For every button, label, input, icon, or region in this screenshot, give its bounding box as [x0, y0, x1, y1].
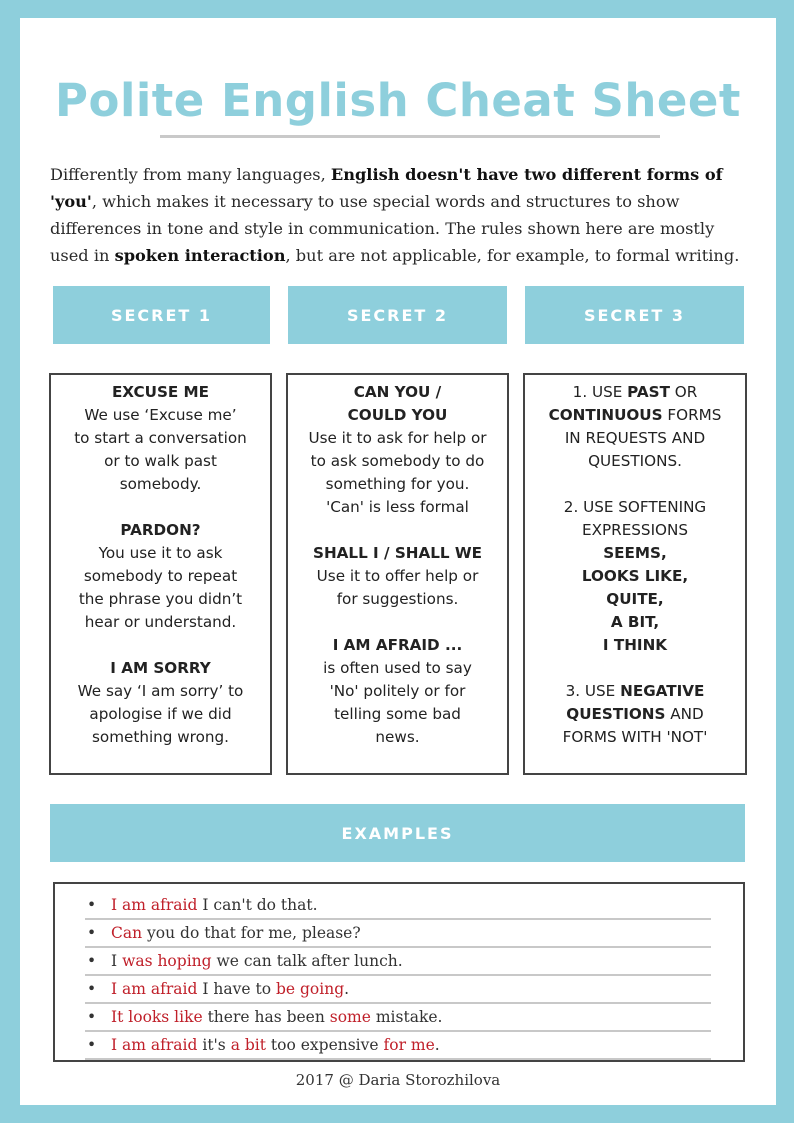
secret-1-block — [51, 657, 270, 749]
polite-phrase: I am afraid — [111, 1036, 198, 1054]
secret-line — [51, 450, 270, 473]
secret-text: something for you. — [325, 475, 470, 493]
secret-text: is often used to say — [323, 659, 472, 677]
secret-line — [288, 450, 507, 473]
secret-text: to start a conversation — [74, 429, 247, 447]
secret-line — [525, 404, 745, 427]
intro-paragraph — [50, 161, 756, 269]
secret-line — [288, 381, 507, 404]
secret-keyword: I AM AFRAID ... — [332, 636, 463, 654]
example-item — [85, 1004, 711, 1032]
secret-1-block — [51, 519, 270, 634]
secret-text: apologise if we did — [89, 705, 232, 723]
secret-1-box — [49, 373, 272, 775]
secret-text: something wrong. — [92, 728, 229, 746]
polite-phrase: It looks like — [111, 1008, 203, 1026]
secret-1-block — [51, 381, 270, 496]
secret-line — [525, 703, 745, 726]
example-text: too expensive — [265, 1036, 384, 1054]
secret-text: FORMS — [662, 406, 722, 424]
secret-keyword: CONTINUOUS — [548, 406, 663, 424]
secret-line — [51, 611, 270, 634]
example-item — [85, 1032, 711, 1060]
secret-3-box — [523, 373, 747, 775]
secret-line — [525, 565, 745, 588]
secret-3-block — [525, 496, 745, 657]
example-text: it's — [197, 1036, 231, 1054]
secret-line — [525, 496, 745, 519]
secret-line — [288, 634, 507, 657]
secret-line — [288, 542, 507, 565]
example-item — [85, 892, 711, 920]
secret-text: 1. USE — [572, 383, 628, 401]
secret-keyword: I AM SORRY — [110, 659, 211, 677]
secret-line — [525, 519, 745, 542]
secret-line — [288, 703, 507, 726]
example-text: I have to — [197, 980, 276, 998]
secret-line — [525, 381, 745, 404]
example-text: there has been — [202, 1008, 330, 1026]
intro-text: Differently from many languages, — [50, 165, 331, 184]
secret-keyword: QUESTIONS — [566, 705, 666, 723]
secret-3-header: SECRET 3 — [525, 286, 744, 344]
polite-phrase: Can — [111, 924, 143, 942]
secret-text: We use ‘Excuse me’ — [84, 406, 237, 424]
secret-line — [288, 657, 507, 680]
secret-line — [51, 588, 270, 611]
secret-text: the phrase you didn’t — [78, 590, 243, 608]
secret-text: 'Can' is less formal — [326, 498, 469, 516]
secret-text: somebody to repeat — [83, 567, 238, 585]
examples-list — [85, 892, 711, 1060]
secret-3-block — [525, 680, 745, 749]
secret-text: Use it to ask for help or — [308, 429, 487, 447]
secret-line — [288, 496, 507, 519]
title-divider — [160, 135, 660, 138]
secret-text: AND — [665, 705, 704, 723]
example-text: . — [434, 1036, 440, 1054]
secret-2-box — [286, 373, 509, 775]
polite-phrase: I am afraid — [111, 896, 198, 914]
page-title: Polite English Cheat Sheet — [55, 74, 741, 127]
example-text: I can't do that. — [197, 896, 318, 914]
secret-line — [51, 565, 270, 588]
secret-text: We say ‘I am sorry’ to — [77, 682, 244, 700]
secret-line — [51, 473, 270, 496]
example-item — [85, 948, 711, 976]
secret-line — [288, 680, 507, 703]
secret-keyword: I THINK — [602, 636, 668, 654]
secret-text: Use it to offer help or — [316, 567, 479, 585]
polite-phrase: a bit — [230, 1036, 266, 1054]
secret-line — [51, 381, 270, 404]
example-text: I — [111, 952, 123, 970]
secret-2-block — [288, 381, 507, 519]
secret-1-header: SECRET 1 — [53, 286, 270, 344]
secret-keyword: A BIT, — [610, 613, 660, 631]
secret-line — [525, 634, 745, 657]
polite-phrase: some — [329, 1008, 371, 1026]
secret-text: news. — [375, 728, 420, 746]
secret-2-header: SECRET 2 — [288, 286, 507, 344]
example-text: we can talk after lunch. — [211, 952, 403, 970]
secret-line — [525, 680, 745, 703]
secret-line — [525, 588, 745, 611]
secret-text: somebody. — [119, 475, 202, 493]
secret-text: FORMS WITH 'NOT' — [562, 728, 708, 746]
secret-text: to ask somebody to do — [310, 452, 485, 470]
examples-box — [53, 882, 745, 1062]
secret-text: or to walk past — [104, 452, 217, 470]
secret-text: 'No' politely or for — [329, 682, 466, 700]
secret-text: EXPRESSIONS — [581, 521, 689, 539]
polite-phrase: I am afraid — [111, 980, 198, 998]
example-item — [85, 976, 711, 1004]
polite-phrase: was hoping — [122, 952, 212, 970]
secret-keyword: QUITE, — [606, 590, 664, 608]
secret-text: OR — [669, 383, 698, 401]
cheat-sheet-page — [20, 18, 776, 1105]
secret-text: telling some bad — [334, 705, 461, 723]
secret-line — [51, 404, 270, 427]
secret-text: 3. USE — [565, 682, 621, 700]
secret-line — [288, 565, 507, 588]
secret-line — [51, 703, 270, 726]
secret-text: 2. USE SOFTENING — [563, 498, 707, 516]
secret-text: You use it to ask — [98, 544, 223, 562]
secret-3-block — [525, 381, 745, 473]
secret-keyword: SEEMS, — [603, 544, 667, 562]
secret-line — [51, 427, 270, 450]
secret-keyword: EXCUSE ME — [111, 383, 210, 401]
examples-header: EXAMPLES — [50, 804, 745, 862]
example-text: you do that for me, please? — [142, 924, 361, 942]
intro-emphasis: spoken interaction — [114, 246, 286, 265]
secret-line — [51, 542, 270, 565]
secret-line — [525, 450, 745, 473]
secret-line — [525, 726, 745, 749]
example-item — [85, 920, 711, 948]
secret-keyword: COULD YOU — [347, 406, 448, 424]
secret-keyword: CAN YOU / — [353, 383, 442, 401]
secret-keyword: PARDON? — [120, 521, 201, 539]
secret-text: QUESTIONS. — [588, 452, 682, 470]
secret-line — [51, 726, 270, 749]
secret-line — [51, 680, 270, 703]
secret-2-block — [288, 542, 507, 611]
secret-text: hear or understand. — [84, 613, 237, 631]
secret-text: for suggestions. — [336, 590, 459, 608]
polite-phrase: be going — [275, 980, 345, 998]
secret-line — [525, 611, 745, 634]
secret-line — [288, 404, 507, 427]
example-text: . — [344, 980, 350, 998]
secret-text: IN REQUESTS AND — [564, 429, 706, 447]
secret-keyword: SHALL I / SHALL WE — [313, 544, 482, 562]
secret-line — [51, 657, 270, 680]
polite-phrase: for me — [383, 1036, 435, 1054]
footer-credit: 2017 @ Daria Storozhilova — [295, 1071, 501, 1089]
intro-text: , but are not applicable, for example, to formal writing. — [285, 246, 740, 265]
intro-text: , which makes it necessary to use special words and structures to show differences in tone and style in communication. The rules shown here are mostly used in — [50, 192, 715, 265]
secret-keyword: NEGATIVE — [620, 682, 705, 700]
secret-line — [288, 427, 507, 450]
secret-line — [288, 473, 507, 496]
secret-line — [525, 427, 745, 450]
secret-line — [51, 519, 270, 542]
secret-line — [525, 542, 745, 565]
secret-keyword: PAST — [627, 383, 670, 401]
intro-emphasis: English doesn't have two different forms of 'you' — [50, 165, 723, 211]
secret-line — [288, 588, 507, 611]
secret-line — [288, 726, 507, 749]
example-text: mistake. — [370, 1008, 443, 1026]
secret-keyword: LOOKS LIKE, — [581, 567, 689, 585]
secret-2-block — [288, 634, 507, 749]
